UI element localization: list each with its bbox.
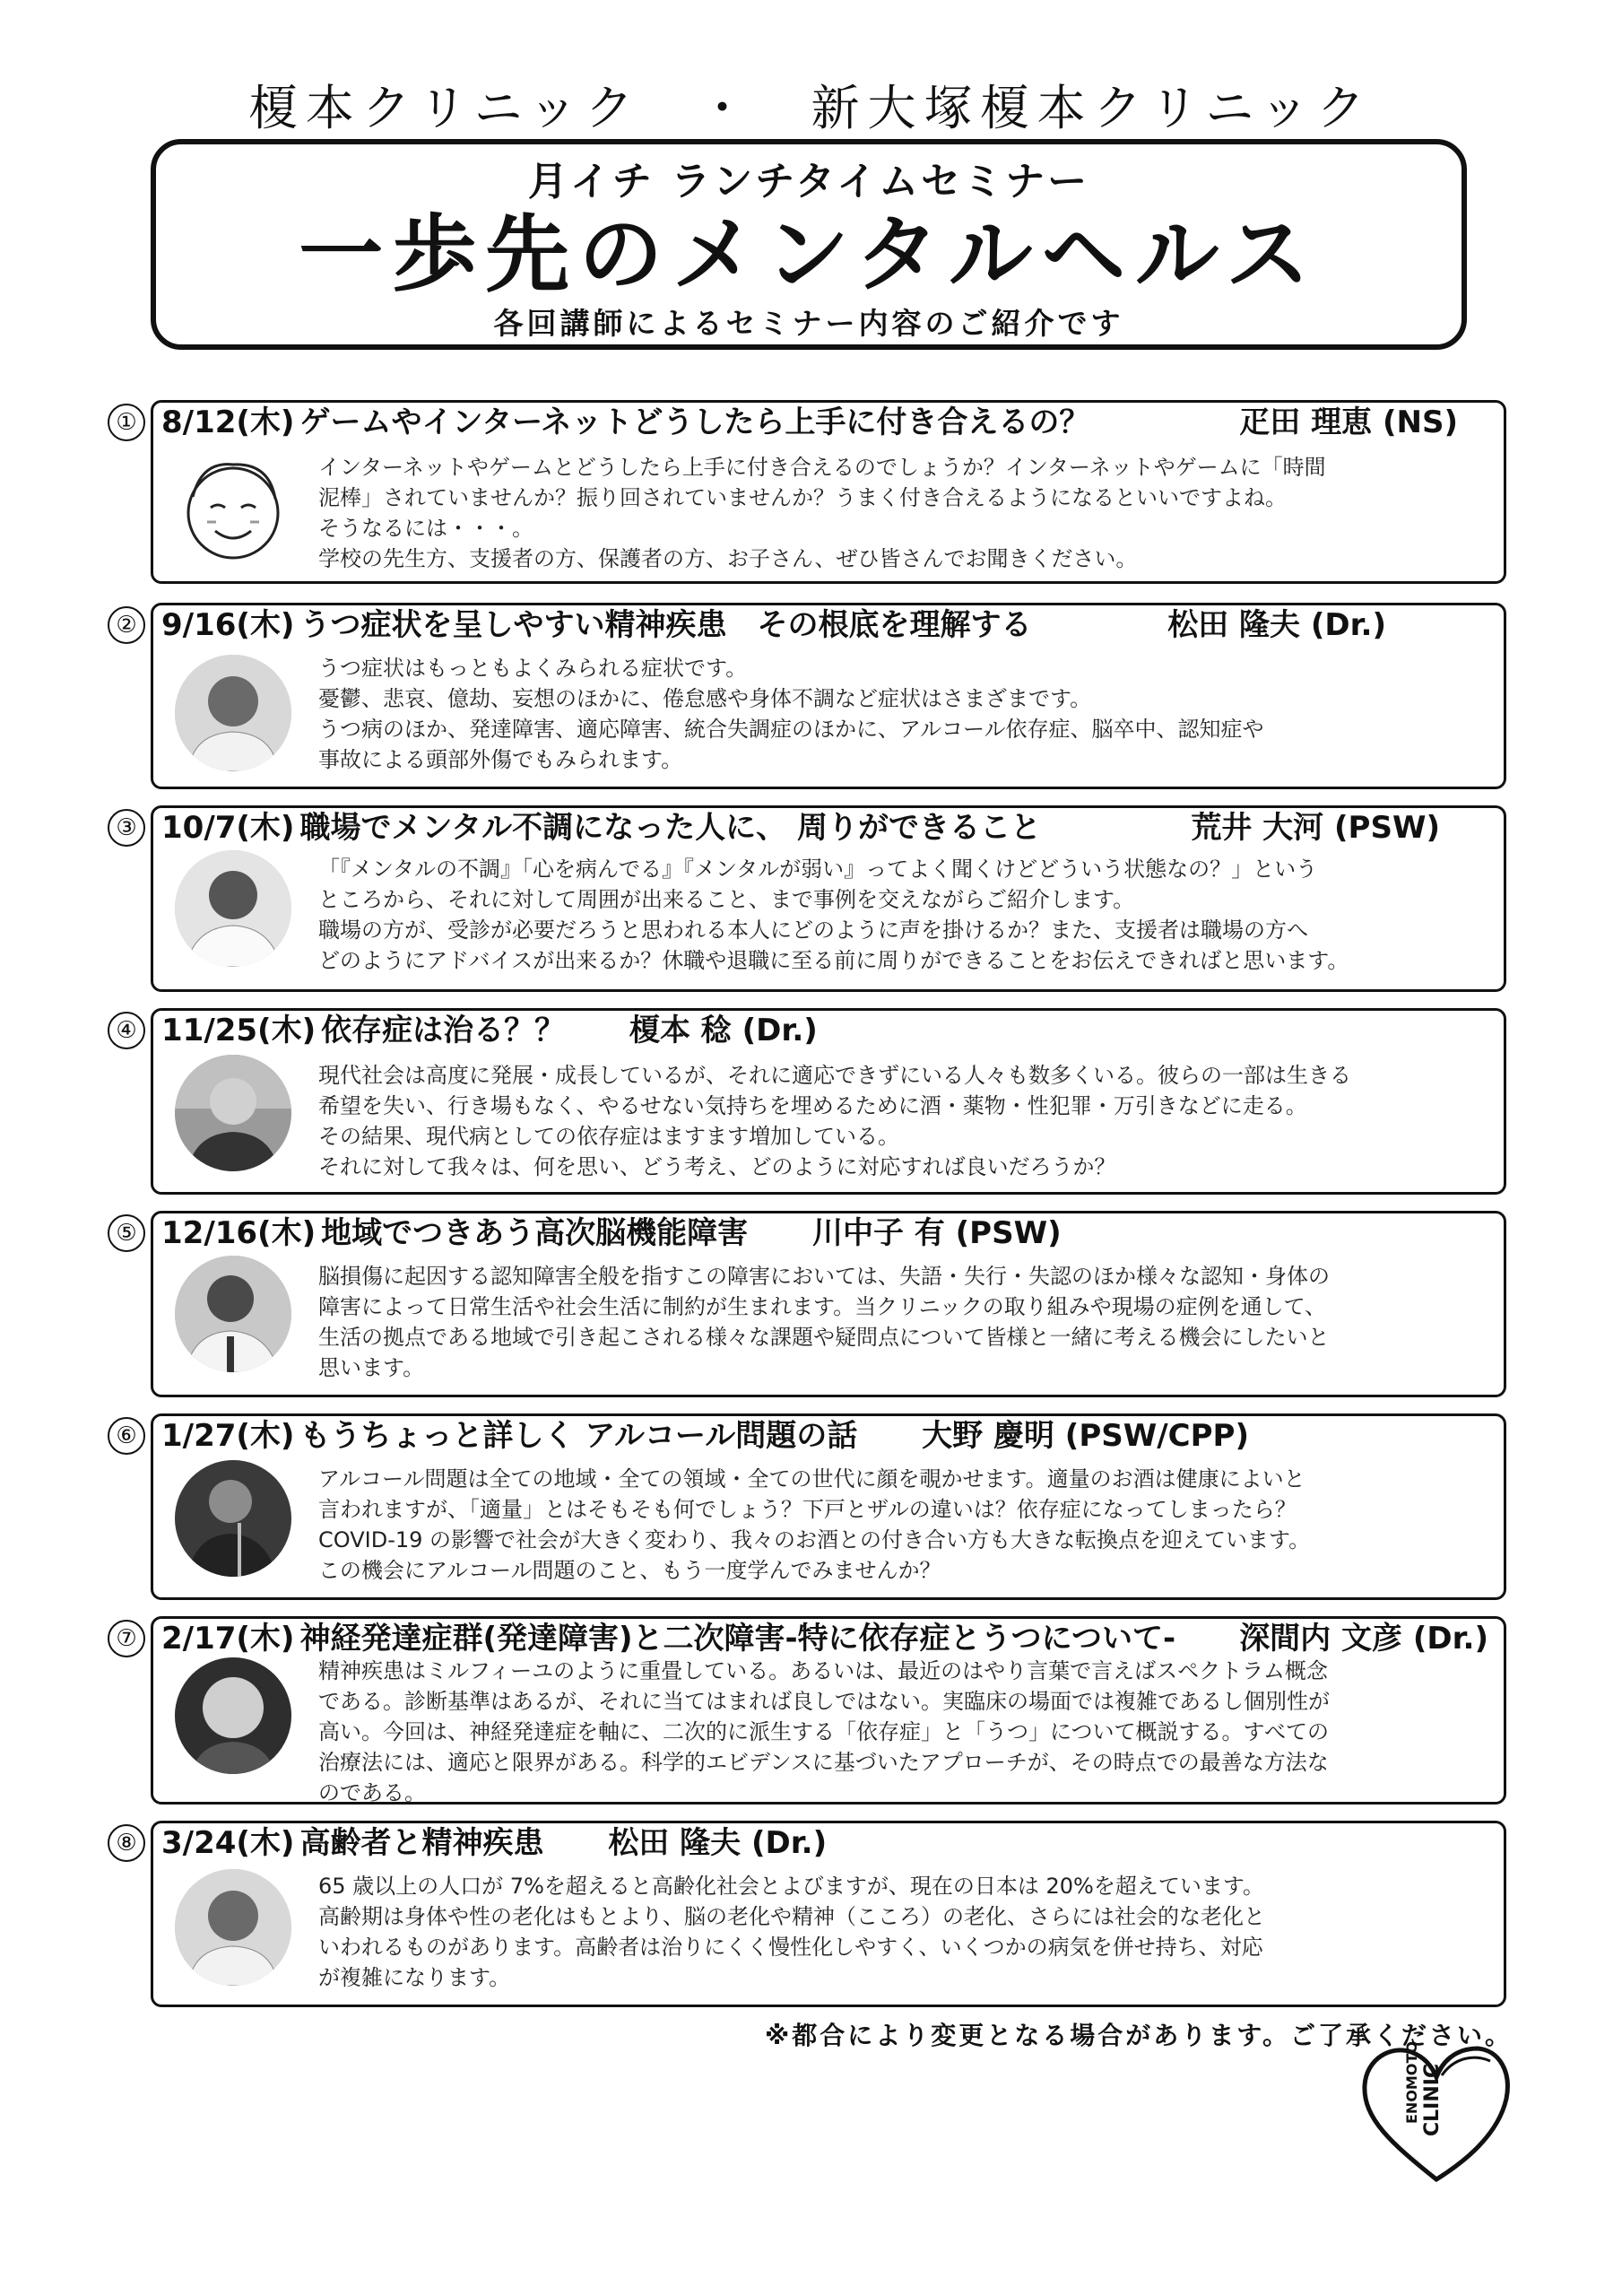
description-line: 「『メンタルの不調』「心を病んでる』『メンタルが弱い』ってよく聞くけどどういう状態なの？」という (318, 857, 1318, 882)
seminar-heading (161, 1618, 1494, 1659)
seminar-date: 1/27(木) (161, 1418, 295, 1454)
clinic-names: 榎本クリニック ・ 新大塚榎本クリニック (248, 80, 1374, 136)
seminar-heading (161, 1415, 1494, 1457)
description-line: インターネットやゲームとどうしたら上手に付き合えるのでしょうか？インターネットやゲームに「時間 (318, 455, 1326, 480)
title-box (151, 139, 1467, 350)
page-title: 一歩先のメンタルヘルス (299, 206, 1319, 304)
description-line: のである。 (318, 1780, 426, 1805)
seminar-description (318, 452, 1494, 574)
person-photo-icon (175, 1055, 291, 1171)
description-line: 生活の拠点である地域で引き起こされる様々な課題や疑問点について皆様と一緒に考える機会にしたいと (318, 1325, 1330, 1350)
speaker-photo (175, 1055, 291, 1171)
heart-logo-icon (1356, 2036, 1517, 2193)
seminar-description (318, 1261, 1494, 1383)
seminar-description (318, 1656, 1494, 1808)
seminar-item (108, 1413, 1506, 1600)
description-line: 65 歳以上の人口が 7%を超えると高齢化社会とよびますが、現在の日本は 20%を超えています。 (318, 1874, 1264, 1899)
description-line: 泥棒」されていませんか？振り回されていませんか？うまく付き合えるようになるといいですよね。 (318, 485, 1287, 510)
description-line: 事故による頭部外傷でもみられます。 (318, 747, 683, 772)
seminar-speaker: 荒井 大河 (PSW) (1191, 810, 1440, 846)
description-line: 学校の先生方、支援者の方、保護者の方、お子さん、ぜひ皆さんでお聞きください。 (318, 546, 1138, 571)
clinic-logo (1356, 2036, 1517, 2193)
description-line: 精神疾患はミルフィーユのように重畳している。あるいは、最近のはやり言葉で言えばスペクトラム概念 (318, 1658, 1328, 1683)
seminar-number: ⑥ (108, 1417, 145, 1455)
seminar-title: 神経発達症群(発達障害)と二次障害-特に依存症とうつについて- (299, 1621, 1176, 1657)
speaker-photo (175, 1460, 291, 1577)
description-line: 職場の方が、受診が必要だろうと思われる本人にどのように声を掛けるか？また、支援者は職場の方へ (318, 918, 1308, 943)
seminar-speaker: 松田 隆夫 (Dr.) (608, 1825, 828, 1861)
seminar-item (108, 1211, 1506, 1397)
seminar-date: 12/16(木) (161, 1215, 317, 1251)
seminar-number: ④ (108, 1012, 145, 1049)
seminar-heading (161, 1010, 1494, 1051)
seminar-speaker: 川中子 有 (PSW) (811, 1215, 1062, 1251)
description-line: アルコール問題は全ての地域・全ての領域・全ての世代に顔を覗かせます。適量のお酒は健康によいと (318, 1466, 1305, 1492)
seminar-date: 10/7(木) (161, 810, 295, 846)
seminar-speaker: 疋田 理恵 (NS) (1239, 404, 1458, 440)
seminar-heading (161, 807, 1494, 848)
logo-text-top: ENOMOTO (1403, 2041, 1420, 2124)
change-notice: ※都合により変更となる場合があります。ご了承ください。 (765, 2021, 1513, 2050)
seminar-speaker: 深間内 文彦 (Dr.) (1239, 1621, 1488, 1657)
description-line: そうなるには・・・。 (318, 516, 533, 541)
seminar-number: ① (108, 404, 145, 441)
description-line: それに対して我々は、何を思い、どう考え、どのように対応すれば良いだろうか？ (318, 1154, 1116, 1179)
description-line: どのようにアドバイスが出来るか？休職や退職に至る前に周りができることをお伝えできればと思います。 (318, 948, 1349, 973)
person-photo-icon (175, 850, 291, 967)
description-line: 言われますが、「適量」とはそもそも何でしょう？下戸とザルの違いは？依存症になってしまったら？ (318, 1497, 1297, 1522)
speaker-photo (175, 850, 291, 967)
description-line: うつ病のほか、発達障害、適応障害、統合失調症のほかに、アルコール依存症、脳卒中、認知症や (318, 717, 1264, 742)
description-line: COVID-19 の影響で社会が大きく変わり、我々のお酒との付き合い方も大きな転換点を迎えています。 (318, 1527, 1311, 1552)
description-line: が複雑になります。 (318, 1965, 511, 1990)
description-line: 思います。 (318, 1355, 425, 1380)
seminar-number: ② (108, 606, 145, 644)
seminar-item (108, 805, 1506, 992)
seminar-description (318, 1464, 1494, 1586)
seminar-number: ⑦ (108, 1620, 145, 1657)
person-photo-icon (175, 655, 291, 771)
seminar-item (108, 1616, 1506, 1805)
seminar-speaker: 松田 隆夫 (Dr.) (1167, 607, 1386, 643)
description-line: うつ症状はもっともよくみられる症状です。 (318, 656, 748, 681)
seminar-date: 11/25(木) (161, 1013, 317, 1048)
speaker-photo (175, 1256, 291, 1372)
seminar-number: ⑤ (108, 1214, 145, 1252)
seminar-title: ゲームやインターネットどうしたら上手に付き合えるの？ (299, 404, 1090, 440)
seminar-date: 9/16(木) (161, 607, 295, 643)
description-line: いわれるものがあります。高齢者は治りにくく慢性化しやすく、いくつかの病気を併せ持ち、対応 (318, 1935, 1263, 1960)
seminar-date: 2/17(木) (161, 1621, 295, 1657)
description-line: 治療法には、適応と限界がある。科学的エビデンスに基づいたアプローチが、その時点での最善な方法な (318, 1750, 1329, 1775)
seminar-description (318, 653, 1494, 775)
seminar-heading (161, 1822, 1494, 1864)
face-illustration-icon (175, 452, 291, 569)
description-line: である。診断基準はあるが、それに当てはまれば良しではない。実臨床の場面では複雑であるし個別性が (318, 1689, 1330, 1714)
seminar-item (108, 1008, 1506, 1195)
logo-text-bottom: CLINIC (1421, 2063, 1444, 2136)
description-line: 高い。今回は、神経発達症を軸に、二次的に派生する「依存症」と「うつ」について概説する。すべての (318, 1719, 1330, 1744)
seminar-number: ⑧ (108, 1824, 145, 1862)
seminar-title: 依存症は治る？？ (321, 1013, 566, 1048)
seminar-item (108, 603, 1506, 789)
description-line: 現代社会は高度に発展・成長しているが、それに適応できずにいる人々も数多くいる。彼らの一部は生きる (318, 1063, 1351, 1088)
person-photo-icon (175, 1256, 291, 1372)
speaker-illustration (175, 452, 291, 569)
seminar-title: 高齢者と精神疾患 (299, 1825, 544, 1861)
series-name: 月イチ ランチタイムセミナー (527, 159, 1090, 204)
description-line: 憂鬱、悲哀、億劫、妄想のほかに、倦怠感や身体不調など症状はさまざまです。 (318, 686, 1092, 711)
description-line: 希望を失い、行き場もなく、やるせない気持ちを埋めるために酒・薬物・性犯罪・万引きなどに走る。 (318, 1093, 1307, 1118)
seminar-date: 3/24(木) (161, 1825, 295, 1861)
seminar-title: うつ症状を呈しやすい精神疾患 その根底を理解する (299, 607, 1032, 643)
seminar-title: 地域でつきあう高次脳機能障害 (321, 1215, 749, 1251)
seminar-heading (161, 402, 1494, 443)
seminar-item (108, 400, 1506, 584)
seminar-title: 職場でメンタル不調になった人に、 周りができること (299, 810, 1041, 846)
description-line: 脳損傷に起因する認知障害全般を指すこの障害においては、失語・失行・失認のほか様々な認知・身体の (318, 1264, 1330, 1289)
seminar-description (318, 1871, 1494, 1993)
person-photo-icon (175, 1869, 291, 1986)
seminar-speaker: 榎本 稔 (Dr.) (629, 1013, 818, 1048)
description-line: ところから、それに対して周囲が出来ること、まで事例を交えながらご紹介します。 (318, 887, 1135, 912)
description-line: 障害によって日常生活や社会生活に制約が生まれます。当クリニックの取り組みや現場の症例を通して、 (318, 1294, 1327, 1319)
seminar-speaker: 大野 慶明 (PSW/CPP) (922, 1418, 1249, 1454)
seminar-description (318, 854, 1494, 976)
seminar-title: もうちょっと詳しく アルコール問題の話 (299, 1418, 858, 1454)
speaker-photo (175, 655, 291, 771)
title-caption: 各回講師によるセミナー内容のご紹介です (493, 306, 1124, 341)
seminar-item (108, 1821, 1506, 2007)
person-photo-icon (175, 1460, 291, 1577)
description-line: その結果、現代病としての依存症はますます増加している。 (318, 1124, 899, 1149)
seminar-heading (161, 604, 1494, 646)
speaker-photo (175, 1657, 291, 1774)
seminar-date: 8/12(木) (161, 404, 295, 440)
person-photo-icon (175, 1657, 291, 1774)
seminar-description (318, 1060, 1494, 1182)
description-line: この機会にアルコール問題のこと、もう一度学んでみませんか？ (318, 1558, 941, 1583)
speaker-photo (175, 1869, 291, 1986)
description-line: 高齢期は身体や性の老化はもとより、脳の老化や精神（こころ）の老化、さらには社会的な老化と (318, 1904, 1265, 1929)
seminar-number: ③ (108, 809, 145, 847)
seminar-heading (161, 1213, 1494, 1254)
